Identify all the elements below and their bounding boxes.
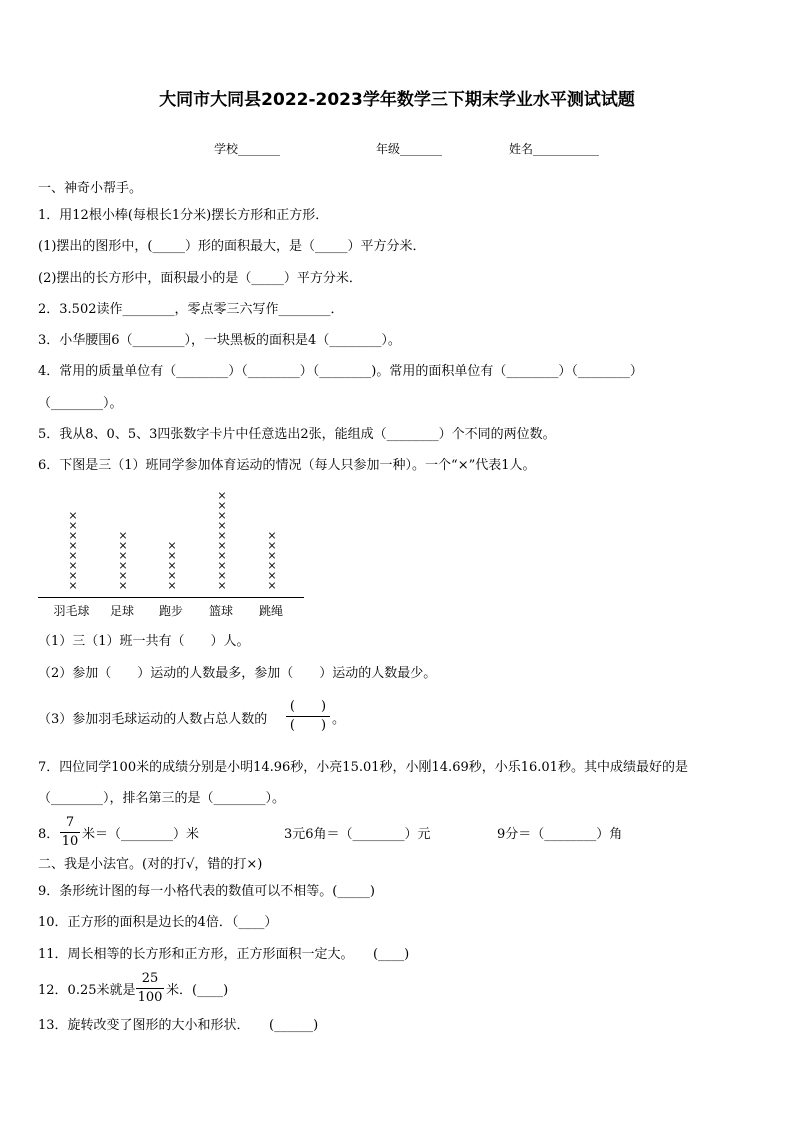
question-6-part-2: （2）参加（ ）运动的人数最多，参加（ ）运动的人数最少。: [38, 666, 437, 681]
chart-mark: ×: [217, 509, 227, 522]
chart-mark: ×: [217, 499, 227, 512]
chart-column-5: [265, 531, 279, 591]
chart-mark: ×: [267, 579, 277, 592]
question-6-period: 。: [332, 712, 346, 727]
chart-mark: ×: [68, 509, 78, 522]
chart-mark: ×: [217, 519, 227, 532]
question-3: 3．小华腰围6（________），一块黑板的面积是4（________）。: [38, 333, 401, 348]
chart-mark: ×: [118, 539, 128, 552]
chart-mark: ×: [267, 549, 277, 562]
question-4-line-2: （________）。: [38, 396, 123, 411]
chart-category-label: 羽毛球: [53, 604, 90, 618]
fraction-denominator: 10: [61, 834, 79, 849]
grade-field[interactable]: 年级_______: [376, 142, 443, 156]
school-field[interactable]: 学校_______: [214, 142, 281, 156]
question-12-prefix: 12．0.25米就是: [38, 983, 136, 998]
question-4-line-1: 4．常用的质量单位有（________）（________）（________)。常用的面积单位有（________）（________）: [38, 364, 643, 379]
chart-mark: ×: [217, 489, 227, 502]
fraction-bar: [136, 988, 164, 989]
question-6-stem: 6．下图是三（1）班同学参加体育运动的情况（每人只参加一种）。一个“×”代表1人。: [38, 458, 536, 473]
chart-mark: ×: [68, 569, 78, 582]
chart-mark: ×: [118, 549, 128, 562]
page-title: 大同市大同县2022-2023学年数学三下期末学业水平测试试题: [159, 90, 635, 110]
chart-mark: ×: [68, 539, 78, 552]
question-5: 5．我从8、0、5、3四张数字卡片中任意选出2张，能组成（________）个不同的两位数。: [38, 427, 556, 442]
question-7-line-2: （________），排名第三的是（________）。: [38, 791, 286, 806]
chart-category-label: 篮球: [209, 604, 234, 618]
chart-mark: ×: [217, 549, 227, 562]
chart-mark: ×: [167, 559, 177, 572]
chart-column-2: [116, 531, 130, 591]
question-10: 10．正方形的面积是边长的4倍．（____）: [38, 915, 278, 930]
chart-category-label: 跑步: [159, 604, 184, 618]
chart-mark: ×: [118, 529, 128, 542]
question-12-fraction: [136, 971, 164, 1006]
chart-column-3: [165, 541, 179, 591]
chart-column-4: [215, 491, 229, 591]
question-9: 9．条形统计图的每一小格代表的数值可以不相等。(_____): [38, 884, 375, 899]
fraction-bar: [60, 832, 80, 833]
question-8-part-a: 米＝（________）米: [82, 827, 200, 842]
fraction-bar: [286, 716, 330, 717]
name-field[interactable]: 姓名___________: [509, 142, 600, 156]
chart-mark: ×: [118, 569, 128, 582]
section-2-heading: 二、我是小法官。(对的打√，错的打×): [38, 857, 263, 872]
question-1-part-1: (1)摆出的图形中，(_____）形的面积最大，是（_____）平方分米．: [38, 239, 426, 254]
chart-column-1: [66, 511, 80, 591]
fraction-numerator: 7: [65, 815, 75, 830]
chart-mark: ×: [68, 579, 78, 592]
fraction-denominator[interactable]: ( ): [289, 718, 327, 733]
question-8-fraction: [60, 815, 80, 850]
chart-category-label: 足球: [110, 604, 135, 618]
question-1-part-2: (2)摆出的长方形中，面积最小的是（_____）平方分米．: [38, 271, 362, 286]
chart-mark: ×: [167, 549, 177, 562]
chart-mark: ×: [267, 529, 277, 542]
question-7-line-1: 7．四位同学100米的成绩分别是小明14.96秒，小亮15.01秒，小刚14.69秒，小乐16.01秒。其中成绩最好的是: [38, 760, 688, 775]
question-12-suffix: 米．(____): [166, 983, 229, 998]
chart-mark: ×: [167, 539, 177, 552]
question-6-fraction: [286, 699, 330, 734]
question-2: 2．3.502读作________，零点零三六写作________．: [38, 302, 344, 317]
chart-mark: ×: [267, 539, 277, 552]
chart-mark: ×: [267, 559, 277, 572]
question-13: 13．旋转改变了图形的大小和形状． (______): [38, 1018, 319, 1033]
chart-mark: ×: [68, 529, 78, 542]
chart-mark: ×: [267, 569, 277, 582]
chart-mark: ×: [68, 549, 78, 562]
chart-category-label: 跳绳: [259, 604, 284, 618]
question-1-stem: 1．用12根小棒(每根长1分米)摆长方形和正方形．: [38, 208, 329, 223]
chart-mark: ×: [68, 519, 78, 532]
chart-mark: ×: [217, 529, 227, 542]
fraction-numerator: 25: [141, 971, 159, 986]
chart-mark: ×: [217, 539, 227, 552]
chart-mark: ×: [217, 579, 227, 592]
fraction-numerator[interactable]: ( ): [289, 699, 327, 714]
question-8-part-c: 9分＝（________）角: [497, 827, 623, 842]
question-11: 11．周长相等的长方形和正方形，正方形面积一定大。 (____): [38, 947, 410, 962]
chart-mark: ×: [118, 559, 128, 572]
question-6-part-1: （1）三（1）班一共有（ ）人。: [38, 634, 250, 649]
section-1-heading: 一、神奇小帮手。: [38, 181, 143, 196]
chart-mark: ×: [118, 579, 128, 592]
question-8-number: 8．: [38, 827, 60, 842]
chart-mark: ×: [217, 569, 227, 582]
chart-mark: ×: [217, 559, 227, 572]
fraction-denominator: 100: [137, 990, 163, 1005]
chart-mark: ×: [167, 579, 177, 592]
chart-mark: ×: [68, 559, 78, 572]
question-6-part-3: （3）参加羽毛球运动的人数占总人数的: [38, 712, 268, 727]
chart-mark: ×: [167, 569, 177, 582]
chart-baseline: [38, 597, 304, 598]
question-8-part-b: 3元6角＝（________）元: [284, 827, 431, 842]
